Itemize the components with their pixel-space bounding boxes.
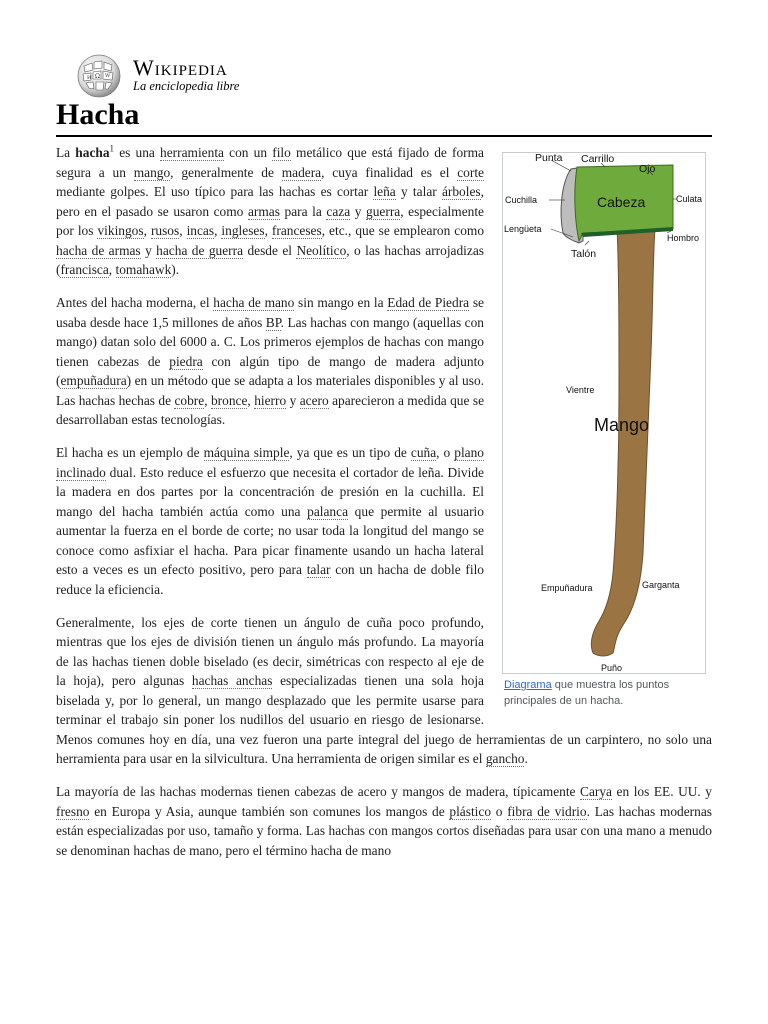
text: , (143, 223, 151, 238)
text: , especialmente por los (56, 203, 485, 238)
label-lengueta: Lengüeta (504, 224, 542, 234)
text: . Las hachas modernas están especializadas por uso, tamaño y forma. Las hachas con mangos cortos diseñadas para usar con una mano a menudo se denominan hachas de mano, pero el término hacha de mano (56, 803, 712, 858)
link[interactable]: empuñadura (60, 373, 127, 388)
text: , (108, 262, 116, 277)
text: . Las hachas con mango (aquellas con mango) datan solo del 6000 a. C. Los primeros ejemplos de hachas con mango tienen cabezas de (56, 314, 484, 369)
text: , etc., que se emplearon como (321, 223, 485, 238)
caption-link-diagrama[interactable]: Diagrama (504, 679, 552, 691)
wikipedia-wordmark[interactable]: Wikipedia (133, 55, 228, 80)
text: , generalmente de (170, 164, 282, 180)
text: dual. Esto reduce el esfuerzo que necesita el cortador de leña. Divide la madera en dos partes por la concentración de presión en la cuchilla. El mango del hacha también actúa como una (56, 464, 484, 519)
link[interactable]: vikingos (97, 223, 144, 238)
link[interactable]: fresno (56, 803, 90, 819)
link[interactable]: gancho (485, 751, 525, 766)
text: con algún tipo de mango de madera adjunto ( (56, 353, 484, 388)
text: y talar (395, 184, 442, 199)
text: desde el (243, 242, 297, 258)
link[interactable]: guerra (366, 203, 401, 219)
label-punta: Punta (535, 153, 563, 164)
label-puno: Puño (601, 663, 623, 673)
text: o (491, 803, 508, 819)
text: con un hacha de doble filo reduce la eficiencia. (56, 562, 485, 597)
bold-term: hacha (75, 145, 110, 160)
text: , (264, 223, 272, 238)
text: para la (279, 203, 327, 219)
link[interactable]: Edad de Piedra (387, 295, 470, 310)
text: especializadas tienen una sola hoja biselada y, por lo general, un mango desplazado que les permite usarse para terminar el trabajo sin poner los nudillos del usuario en riesgo de lesionarse. Menos comunes hoy en día, una vez fueron una parte integral del juego de herramientas de un carpintero, no solo una herramienta para usar en la silvicultura. Una herramienta de origen similar es el (56, 673, 712, 766)
link[interactable]: hierro (254, 392, 287, 408)
link[interactable]: fibra de vidrio (507, 803, 587, 819)
text: mediante golpes. El uso típico para las hachas es cortar (56, 184, 374, 199)
link[interactable]: palanca (307, 503, 349, 519)
text: con un (224, 145, 273, 160)
caption-text: que muestra los puntos principales de un hacha. (504, 679, 670, 707)
link[interactable]: máquina simple (203, 445, 290, 460)
text: La mayoría de las hachas modernas tienen cabezas de acero y mangos de madera, típicamente (56, 784, 581, 799)
link[interactable]: cobre (174, 392, 205, 408)
site-tagline: La enciclopedia libre (133, 79, 240, 93)
text: , (204, 392, 211, 408)
link[interactable]: hacha de mano (213, 295, 295, 310)
text: , o las hachas arrojadizas ( (56, 242, 484, 277)
link[interactable]: madera (281, 164, 322, 180)
text: aparecieron a medida que se desarrollaban estas tecnologías. (56, 392, 485, 427)
link[interactable]: hacha de guerra (156, 242, 244, 258)
text: , (214, 223, 222, 238)
svg-text:И: И (87, 75, 92, 81)
text: en los EE. UU. y (612, 784, 712, 799)
text: , ya que es un tipo de (289, 445, 411, 460)
link[interactable]: franceses (271, 223, 322, 238)
text: ) en un método que se adapta a los materiales disponibles y al uso. Las hachas hechas de (56, 373, 484, 408)
text: , pero en el pasado se usaron como (56, 184, 484, 219)
link[interactable]: BP (265, 314, 281, 330)
text: y (350, 203, 367, 219)
label-culata: Culata (676, 194, 703, 204)
svg-text:Ω: Ω (95, 73, 100, 80)
link[interactable]: herramienta (160, 145, 224, 160)
text: es una (114, 145, 161, 160)
text: se usaba desde hace 1,5 millones de años (56, 295, 484, 330)
label-vientre: Vientre (566, 385, 595, 395)
text: El hacha es un ejemplo de (56, 445, 204, 460)
link[interactable]: mango (133, 164, 171, 180)
text: , cuya finalidad es el (321, 164, 458, 180)
axe-diagram-svg (503, 153, 705, 673)
text: en Europa y Asia, aunque también son comunes los mangos de (89, 803, 450, 819)
text: y (286, 392, 300, 408)
link[interactable]: armas (247, 203, 280, 219)
text: que permite al usuario aumentar la fuerza en el borde de corte; no usar toda la longitud del mango se conoce como asfixiar el hacha. Para picar finamente usando un hacha lateral esto a veces es un efecto positivo, pero para (56, 503, 484, 577)
article-body (56, 143, 712, 874)
infobox-figure (502, 152, 712, 709)
label-garganta: Garganta (642, 580, 680, 590)
label-mango: Mango (594, 415, 650, 435)
label-empunadura: Empuñadura (541, 583, 593, 593)
page-title: Hacha (56, 96, 712, 137)
text: sin mango en la (294, 295, 388, 310)
figure-caption (502, 674, 712, 709)
text: Generalmente, los ejes de corte tienen un ángulo de cuña poco profundo, mientras que los ejes de división tienen un ángulo más profundo. La mayoría de las hachas tienen doble biselado (es decir, simétricas con respecto al eje de la hoja), pero algunas (56, 614, 484, 688)
text: metálico que está fijado de forma segura a un (56, 145, 484, 180)
text: ). (171, 262, 180, 277)
link[interactable]: plástico (449, 803, 492, 819)
link[interactable]: corte (457, 164, 484, 180)
label-hombro: Hombro (667, 233, 700, 243)
link[interactable]: ingleses (221, 223, 265, 238)
link[interactable]: leña (373, 184, 396, 199)
label-ojo: Ojo (639, 163, 656, 175)
link[interactable]: árboles (441, 184, 481, 199)
link[interactable]: caza (326, 203, 351, 219)
link[interactable]: bronce (210, 392, 248, 408)
text: , (247, 392, 255, 408)
link[interactable]: talar (306, 562, 331, 577)
link[interactable]: plano inclinado (56, 445, 484, 480)
wikipedia-globe-icon[interactable] (74, 52, 126, 100)
label-talon: Talón (571, 248, 597, 260)
link[interactable]: hachas anchas (191, 673, 273, 688)
link[interactable]: rusos (150, 223, 180, 238)
link[interactable]: filo (272, 145, 291, 160)
link[interactable]: Carya (580, 784, 613, 799)
text: Antes del hacha moderna, el (56, 295, 214, 310)
site-header (74, 52, 374, 100)
axe-diagram[interactable] (502, 152, 706, 674)
link[interactable]: tomahawk (115, 262, 172, 277)
paragraph-5 (56, 782, 712, 860)
label-cuchilla: Cuchilla (505, 195, 538, 205)
link[interactable]: francisca (60, 262, 109, 277)
link[interactable]: incas (186, 223, 215, 238)
text: La (56, 145, 76, 160)
text: , (179, 223, 187, 238)
link[interactable]: piedra (169, 353, 203, 369)
text: , o (436, 445, 455, 460)
label-cabeza: Cabeza (597, 194, 646, 210)
link[interactable]: hacha de armas (56, 242, 141, 258)
text: y (140, 242, 157, 258)
svg-text:W: W (105, 73, 111, 79)
label-carrillo: Carrillo (581, 153, 615, 165)
link[interactable]: acero (299, 392, 329, 408)
link[interactable]: Neolítico (296, 242, 347, 258)
axe-handle-shape (591, 227, 655, 656)
text: . (524, 751, 528, 766)
link[interactable]: cuña (410, 445, 437, 460)
footnote-link[interactable]: 1 (109, 143, 115, 154)
